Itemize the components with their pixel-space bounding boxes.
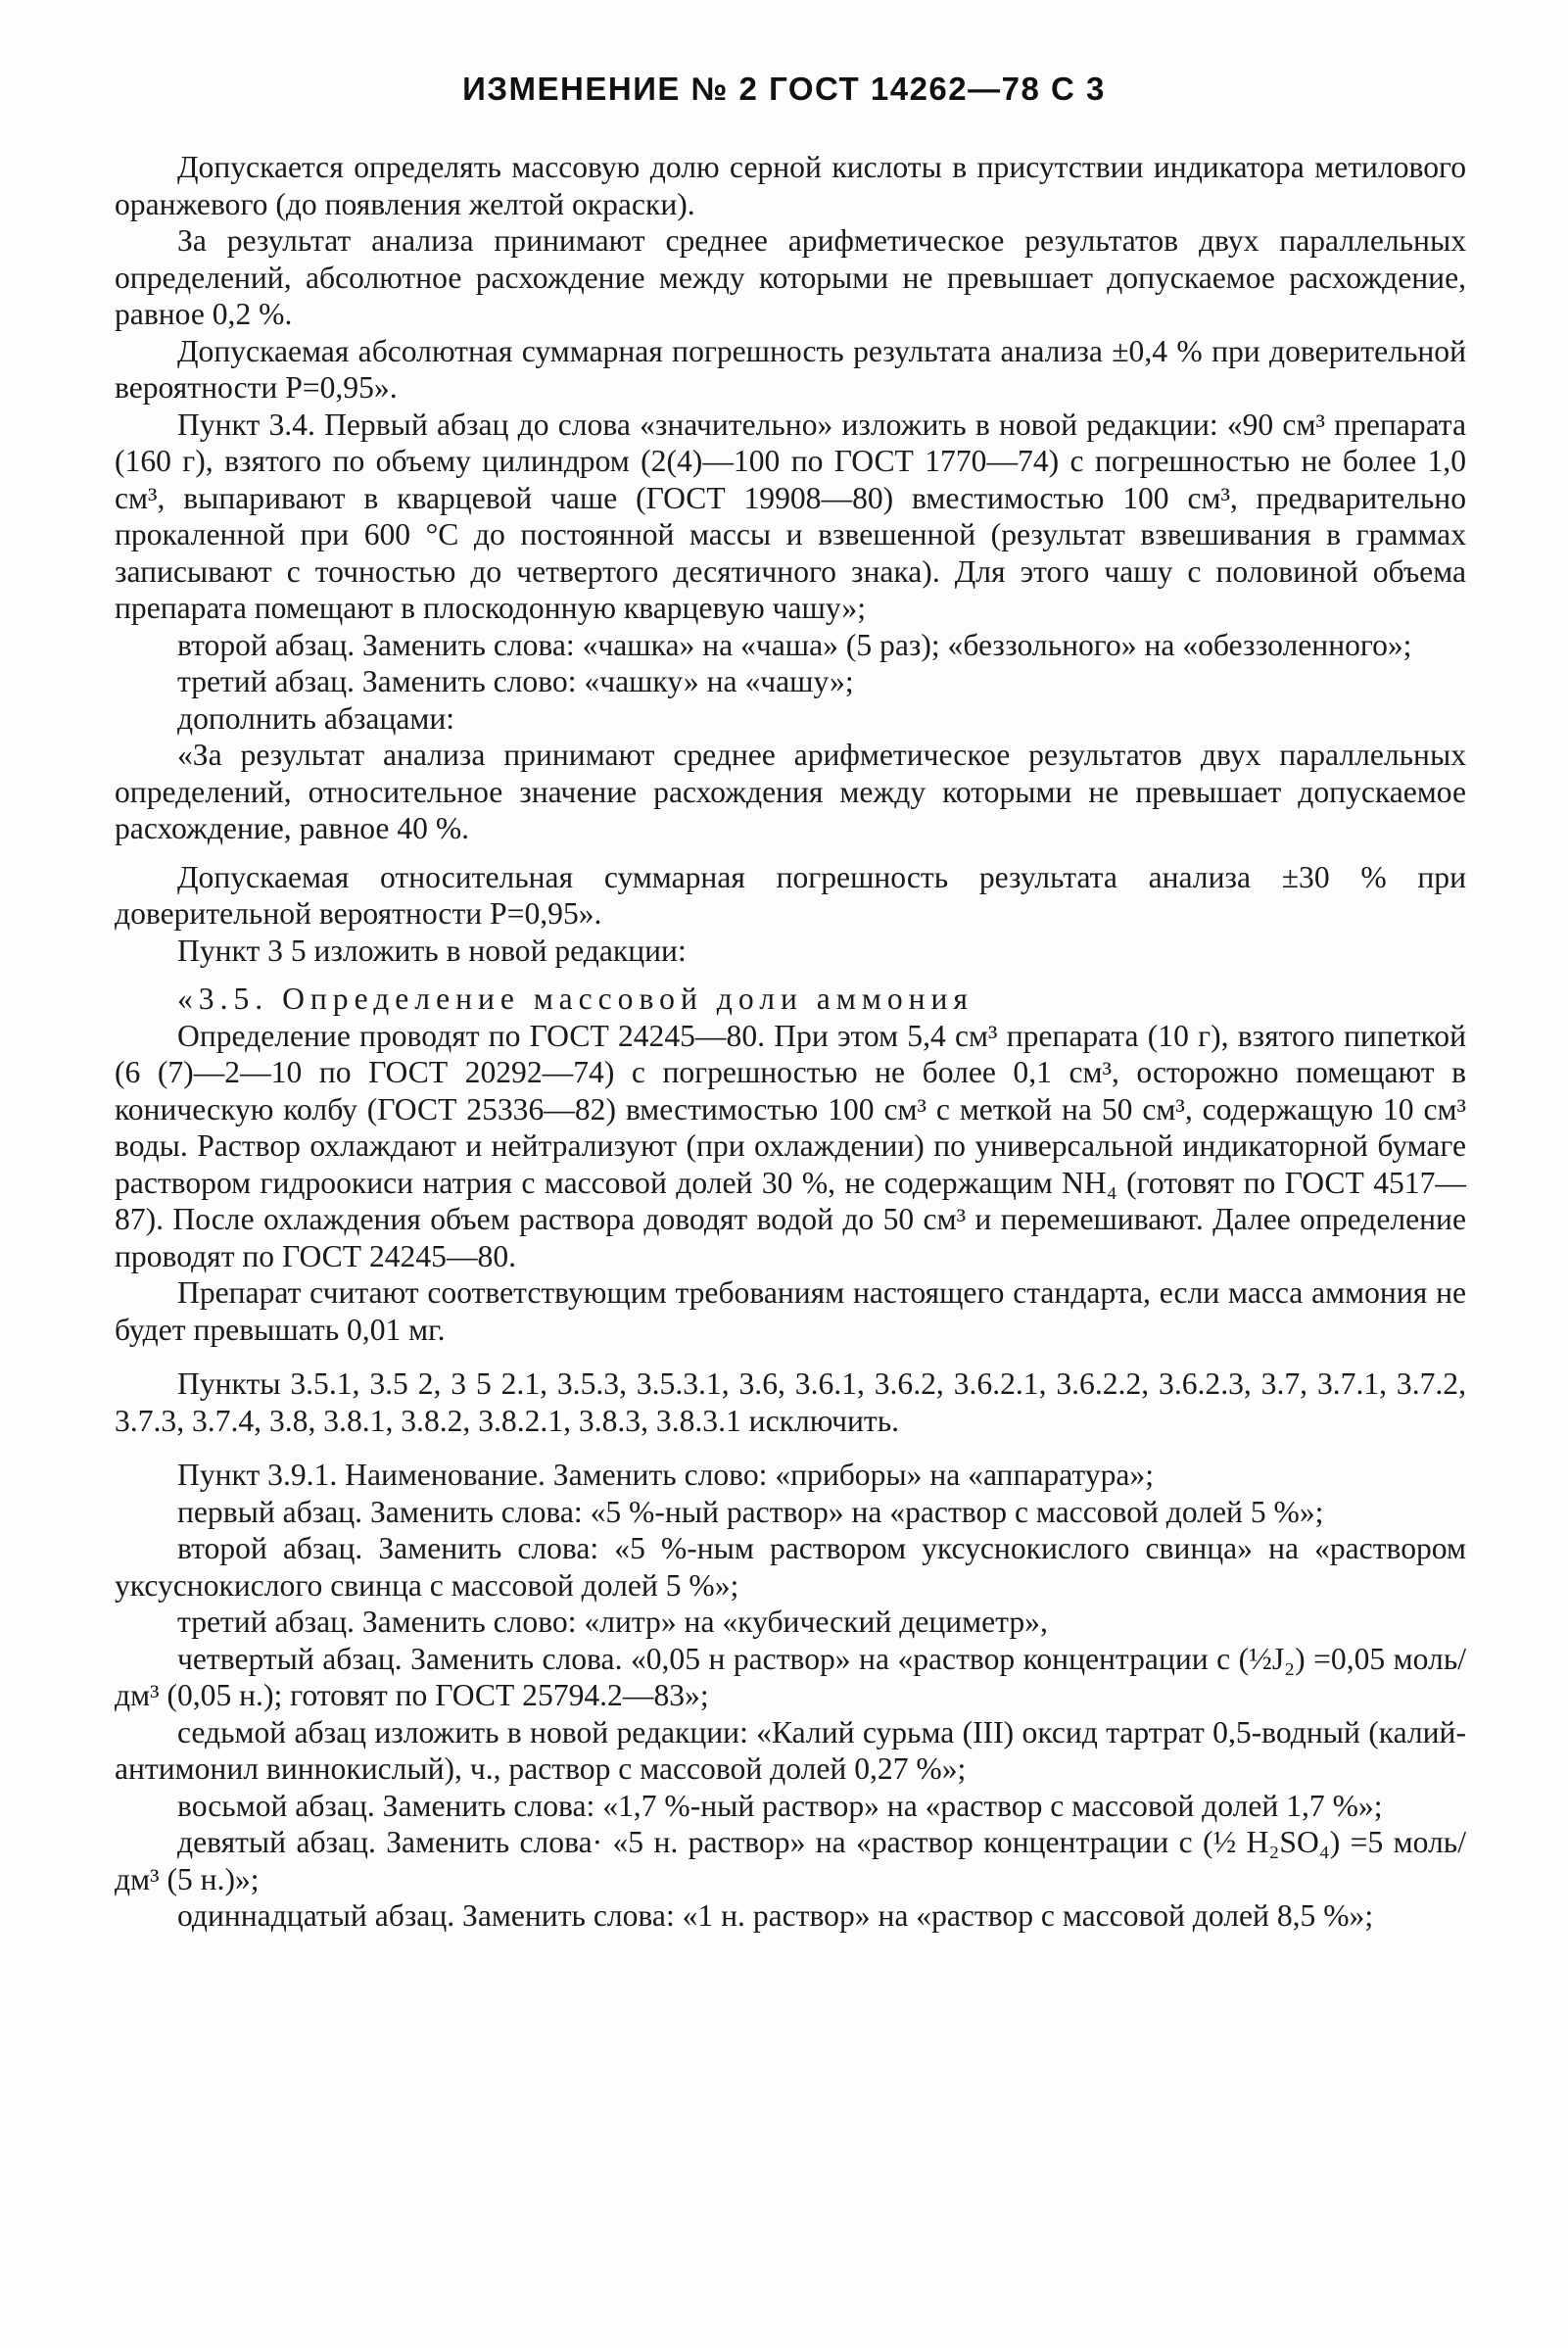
paragraph: Пункт 3.9.1. Наименование. Заменить слово: «приборы» на «аппаратура»;: [177, 1458, 1154, 1492]
paragraph: второй абзац. Заменить слова: «5 %-ным раствором уксуснокислого свинца» на «раствором уксуснокислого свинца с массовой долей 5 %»;: [115, 1531, 1466, 1603]
document-body: [115, 149, 1466, 1935]
paragraph: Препарат считают соответствующим требованиям настоящего стандарта, если масса аммония не будет превышать 0,01 мг.: [115, 1275, 1466, 1347]
paragraph: За результат анализа принимают среднее арифметическое результатов двух параллельных определений, абсолютное расхождение между которыми не превышает допускаемое расхождение, равное 0,2 %.: [115, 223, 1466, 331]
paragraph: третий абзац. Заменить слово: «чашку» на «чашу»;: [177, 664, 854, 698]
paragraph: Допускается определять массовую долю серной кислоты в присутствии индикатора метилового оранжевого (до появления желтой окраски).: [115, 150, 1466, 221]
paragraph: Пункт 3.4. Первый абзац до слова «значительно» изложить в новой редакции: «90 см³ препарата (160 г), взятого по объему цилиндром (2(4)—100 по ГОСТ 1770—74) с погрешностью не более 1,0 см³, выпаривают в кварцевой чаше (ГОСТ 19908—80) вместимостью 100 см³, предварительно прокаленной при 600 °С до постоянной массы и взвешенной (результат взвешивания в граммах записывают с точностью до четвертого десятичного знака). Для этого чашу с половиной объема препарата помещают в плоскодонную кварцевую чашу»;: [115, 407, 1466, 625]
paragraph: дополнить абзацами:: [177, 700, 455, 736]
paragraph: Пункты 3.5.1, 3.5 2, 3 5 2.1, 3.5.3, 3.5.3.1, 3.6, 3.6.1, 3.6.2, 3.6.2.1, 3.6.2.2, 3.6.2.3, 3.7, 3.7.1, 3.7.2, 3.7.3, 3.7.4, 3.8, 3.8.1, 3.8.2, 3.8.2.1, 3.8.3, 3.8.3.1 исключить.: [115, 1366, 1466, 1438]
paragraph: второй абзац. Заменить слова: «чашка» на «чаша» (5 раз); «беззольного» на «обеззоленного»;: [177, 627, 1412, 662]
paragraph: первый абзац. Заменить слова: «5 %-ный раствор» на «раствор с массовой долей 5 %»;: [177, 1494, 1324, 1529]
paragraph: одиннадцатый абзац. Заменить слова: «1 н. раствор» на «раствор с массовой долей 8,5 %»;: [177, 1898, 1374, 1933]
section-heading: «3.5. Определение массовой доли аммония: [177, 982, 974, 1016]
paragraph: Пункт 3 5 изложить в новой редакции:: [177, 933, 687, 968]
paragraph: третий абзац. Заменить слово: «литр» на «кубический дециметр»,: [177, 1605, 1048, 1639]
paragraph: девятый абзац. Заменить слова· «5 н. раствор» на «раствор концентрации c (½ H₂SO₄) =5 моль/дм³ (5 н.)»;: [115, 1825, 1466, 1896]
paragraph: восьмой абзац. Заменить слова: «1,7 %-ный раствор» на «раствор с массовой долей 1,7 %»;: [177, 1788, 1383, 1823]
paragraph: Допускаемая абсолютная суммарная погрешность результата анализа ±0,4 % при доверительной вероятности P=0,95».: [115, 333, 1466, 405]
paragraph: седьмой абзац изложить в новой редакции: «Калий сурьма (III) оксид тартрат 0,5-водный (калий-антимонил виннокислый), ч., раствор с массовой долей 0,27 %»;: [115, 1714, 1466, 1786]
paragraph: «За результат анализа принимают среднее арифметическое результатов двух параллельных определений, относительное значение расхождения между которыми не превышает допускаемое расхождение, равное 40 %.: [115, 738, 1466, 845]
paragraph: Допускаемая относительная суммарная погрешность результата анализа ±30 % при доверительной вероятности P=0,95».: [115, 859, 1466, 931]
paragraph: Определение проводят по ГОСТ 24245—80. При этом 5,4 см³ препарата (10 г), взятого пипеткой (6 (7)—2—10 по ГОСТ 20292—74) с погрешностью не более 0,1 см³, осторожно помещают в коническую колбу (ГОСТ 25336—82) вместимостью 100 см³ с меткой на 50 см³, содержащую 10 см³ воды. Раствор охлаждают и нейтрализуют (при охлаждении) по универсальной индикаторной бумаге раствором гидроокиси натрия с массовой долей 30 %, не содержащим NH₄ (готовят по ГОСТ 4517—87). После охлаждения объем раствора доводят водой до 50 см³ и перемешивают. Далее определение проводят по ГОСТ 24245—80.: [115, 1018, 1466, 1273]
page-header: ИЗМЕНЕНИЕ № 2 ГОСТ 14262—78 С 3: [462, 71, 1106, 107]
paragraph: четвертый абзац. Заменить слова. «0,05 н раствор» на «раствор концентрации c (½J₂) =0,05 моль/дм³ (0,05 н.); готовят по ГОСТ 25794.2—83»;: [115, 1641, 1466, 1712]
